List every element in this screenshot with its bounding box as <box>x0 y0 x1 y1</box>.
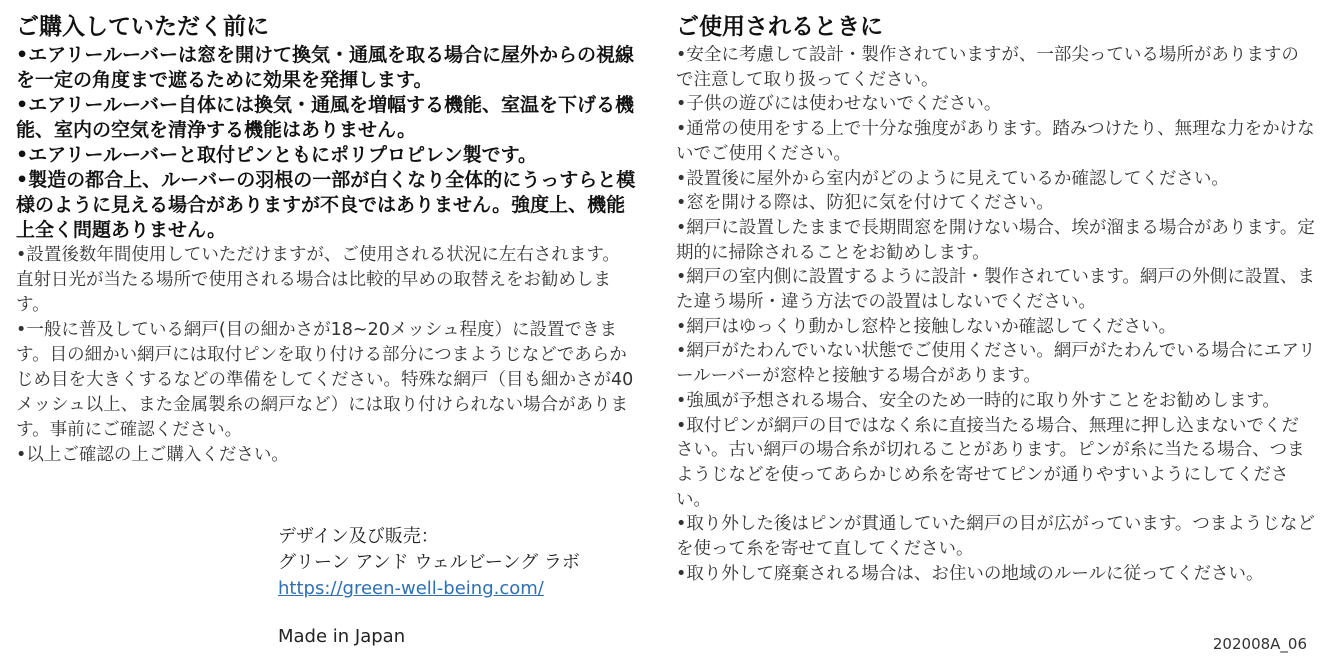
usage-note: •通常の使用をする上で十分な強度があります。踏みつけたり、無理な力をかけないでご使用ください。 <box>676 119 1315 164</box>
bold-note: •エアリールーバーと取付ピンともにポリプロピレン製です。 <box>16 144 538 166</box>
usage-note: •網戸がたわんでいない状態でご使用ください。網戸がたわんでいる場合にエアリールーバーが窓枠と接触する場合があります。 <box>676 341 1316 387</box>
purchase-note: •以上ご確認の上ご購入ください。 <box>16 445 289 465</box>
website-link[interactable]: https://green-well-being.com/ <box>278 578 544 599</box>
usage-note: •取り外した後はピンが貫通していた網戸の目が広がっています。つまようじなどを使って糸を寄せて直してください。 <box>676 514 1315 560</box>
bold-note: •エアリールーバーは窓を開けて換気・通風を取る場合に屋外からの視線を一定の角度まで遮るために効果を発揮します。 <box>16 44 635 91</box>
usage-note: •網戸に設置したままで長期間窓を開けない場合、埃が溜まる場合があります。定期的に掃除されることをお勧めします。 <box>676 217 1315 263</box>
company-name: グリーン アンド ウェルビーング ラボ <box>278 552 580 573</box>
made-in-label: Made in Japan <box>278 626 406 647</box>
usage-note: •子供の遊びには使わせないでください。 <box>676 94 1002 115</box>
purchase-notes-list <box>16 243 636 468</box>
before-purchase-section <box>16 12 636 468</box>
credit-block <box>278 524 648 602</box>
before-purchase-title: ご購入していただく前に <box>16 14 269 40</box>
usage-section <box>676 12 1316 586</box>
credit-label: デザイン及び販売： <box>278 526 439 547</box>
usage-note: •設置後に屋外から室内がどのように見えているか確認してください。 <box>676 168 1229 189</box>
bold-note: •エアリールーバー自体には換気・通風を増幅する機能、室温を下げる機能、室内の空気を清浄する機能はありません。 <box>16 94 635 141</box>
bold-note: •製造の都合上、ルーバーの羽根の一部が白くなり全体的にうっすらと模様のように見える場合がありますが不良ではありません。強度上、機能上全く問題ありません。 <box>16 169 636 241</box>
purchase-note: •設置後数年間使用していただけますが、ご使用される状況に左右されます。直射日光が当たる場所で使用される場合は比較的早めの取替えをお勧めします。 <box>16 245 620 315</box>
usage-note: •窓を開ける際は、防犯に気を付けてください。 <box>676 193 1054 214</box>
document-code: 202008A_06 <box>1212 635 1307 653</box>
usage-title: ご使用されるときに <box>676 14 883 40</box>
usage-note: •安全に考慮して設計・製作されていますが、一部尖っている場所がありますので注意して取り扱ってください。 <box>676 45 1299 90</box>
usage-note: •取り外して廃棄される場合は、お住いの地域のルールに従ってください。 <box>676 563 1264 584</box>
usage-note: •取付ピンが網戸の目ではなく糸に直接当たる場合、無理に押し込まないでください。古い網戸の場合糸が切れることがあります。ピンが糸に当たる場合、つまようじなどを使ってあらかじめ糸を寄せてピンが通りやすいようにしてください。 <box>676 415 1305 510</box>
usage-note: •網戸はゆっくり動かし窓枠と接触しないか確認してください。 <box>676 316 1177 337</box>
purchase-note: •一般に普及している網戸(目の細かさが18~20メッシュ程度）に設置できます。目の細かい網戸には取付ピンを取り付ける部分につまようじなどであらかじめ目を大きくするなどの準備をしてください。特殊な網戸（目も細かさが40メッシュ以上、また金属製糸の網戸など）には取り付けられない場合があります。事前にご確認ください。 <box>16 320 634 440</box>
usage-note: •強風が予想される場合、安全のため一時的に取り外すことをお勧めします。 <box>676 390 1280 411</box>
usage-note: •網戸の室内側に設置するように設計・製作されています。網戸の外側に設置、また違う場所・違う方法での設置はしないでください。 <box>676 267 1315 313</box>
